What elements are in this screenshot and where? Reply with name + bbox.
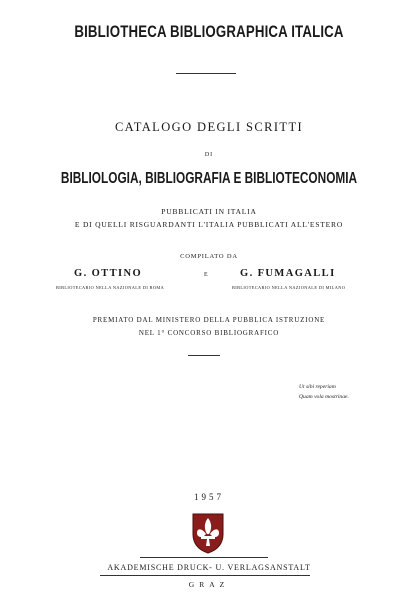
- series-title: BIBLIOTHECA BIBLIOGRAPHICA ITALICA: [74, 22, 344, 41]
- author-conjunction: E: [204, 272, 208, 278]
- divider-publisher-bottom: [100, 575, 310, 576]
- motto-line-1: Ut sibi reperiam: [299, 384, 336, 390]
- published-line-2: E DI QUELLI RISGUARDANTI L'ITALIA PUBBLICATI ALL'ESTERO: [74, 220, 344, 229]
- main-title: BIBLIOLOGIA, BIBLIOGRAFIA E BIBLIOTECONOMIA: [60, 170, 358, 187]
- published-line-1: PUBBLICATI IN ITALIA: [161, 207, 257, 216]
- author-2-name: G. FUMAGALLI: [240, 268, 336, 279]
- award-line-2: NEL 1° CONCORSO BIBLIOGRAFICO: [138, 329, 280, 337]
- divider-middle: [188, 355, 220, 356]
- publisher: AKADEMISCHE DRUCK- U. VERLAGSANSTALT: [107, 563, 311, 572]
- motto-line-2: Quam vola mostrinae.: [299, 394, 349, 400]
- fleur-de-lis-shield-icon: [191, 512, 225, 554]
- di-line: DI: [204, 152, 214, 158]
- compiled-by: COMPILATO DA: [180, 253, 238, 260]
- catalog-line: CATALOGO DEGLI SCRITTI: [114, 120, 304, 134]
- award-line-1: PREMIATO DAL MINISTERO DELLA PUBBLICA ISTRUZIONE: [92, 316, 326, 324]
- publication-year: 1957: [194, 492, 224, 502]
- author-1-name: G. OTTINO: [74, 268, 143, 279]
- author-2-role: BIBLIOTECARIO NELLA NAZIONALE DI MILANO: [232, 285, 346, 290]
- publication-city: GRAZ: [188, 580, 230, 589]
- divider-publisher-top: [140, 557, 268, 558]
- author-1-role: BIBLIOTECARIO NELLA NAZIONALE DI ROMA: [56, 285, 165, 290]
- divider-top: [176, 73, 236, 74]
